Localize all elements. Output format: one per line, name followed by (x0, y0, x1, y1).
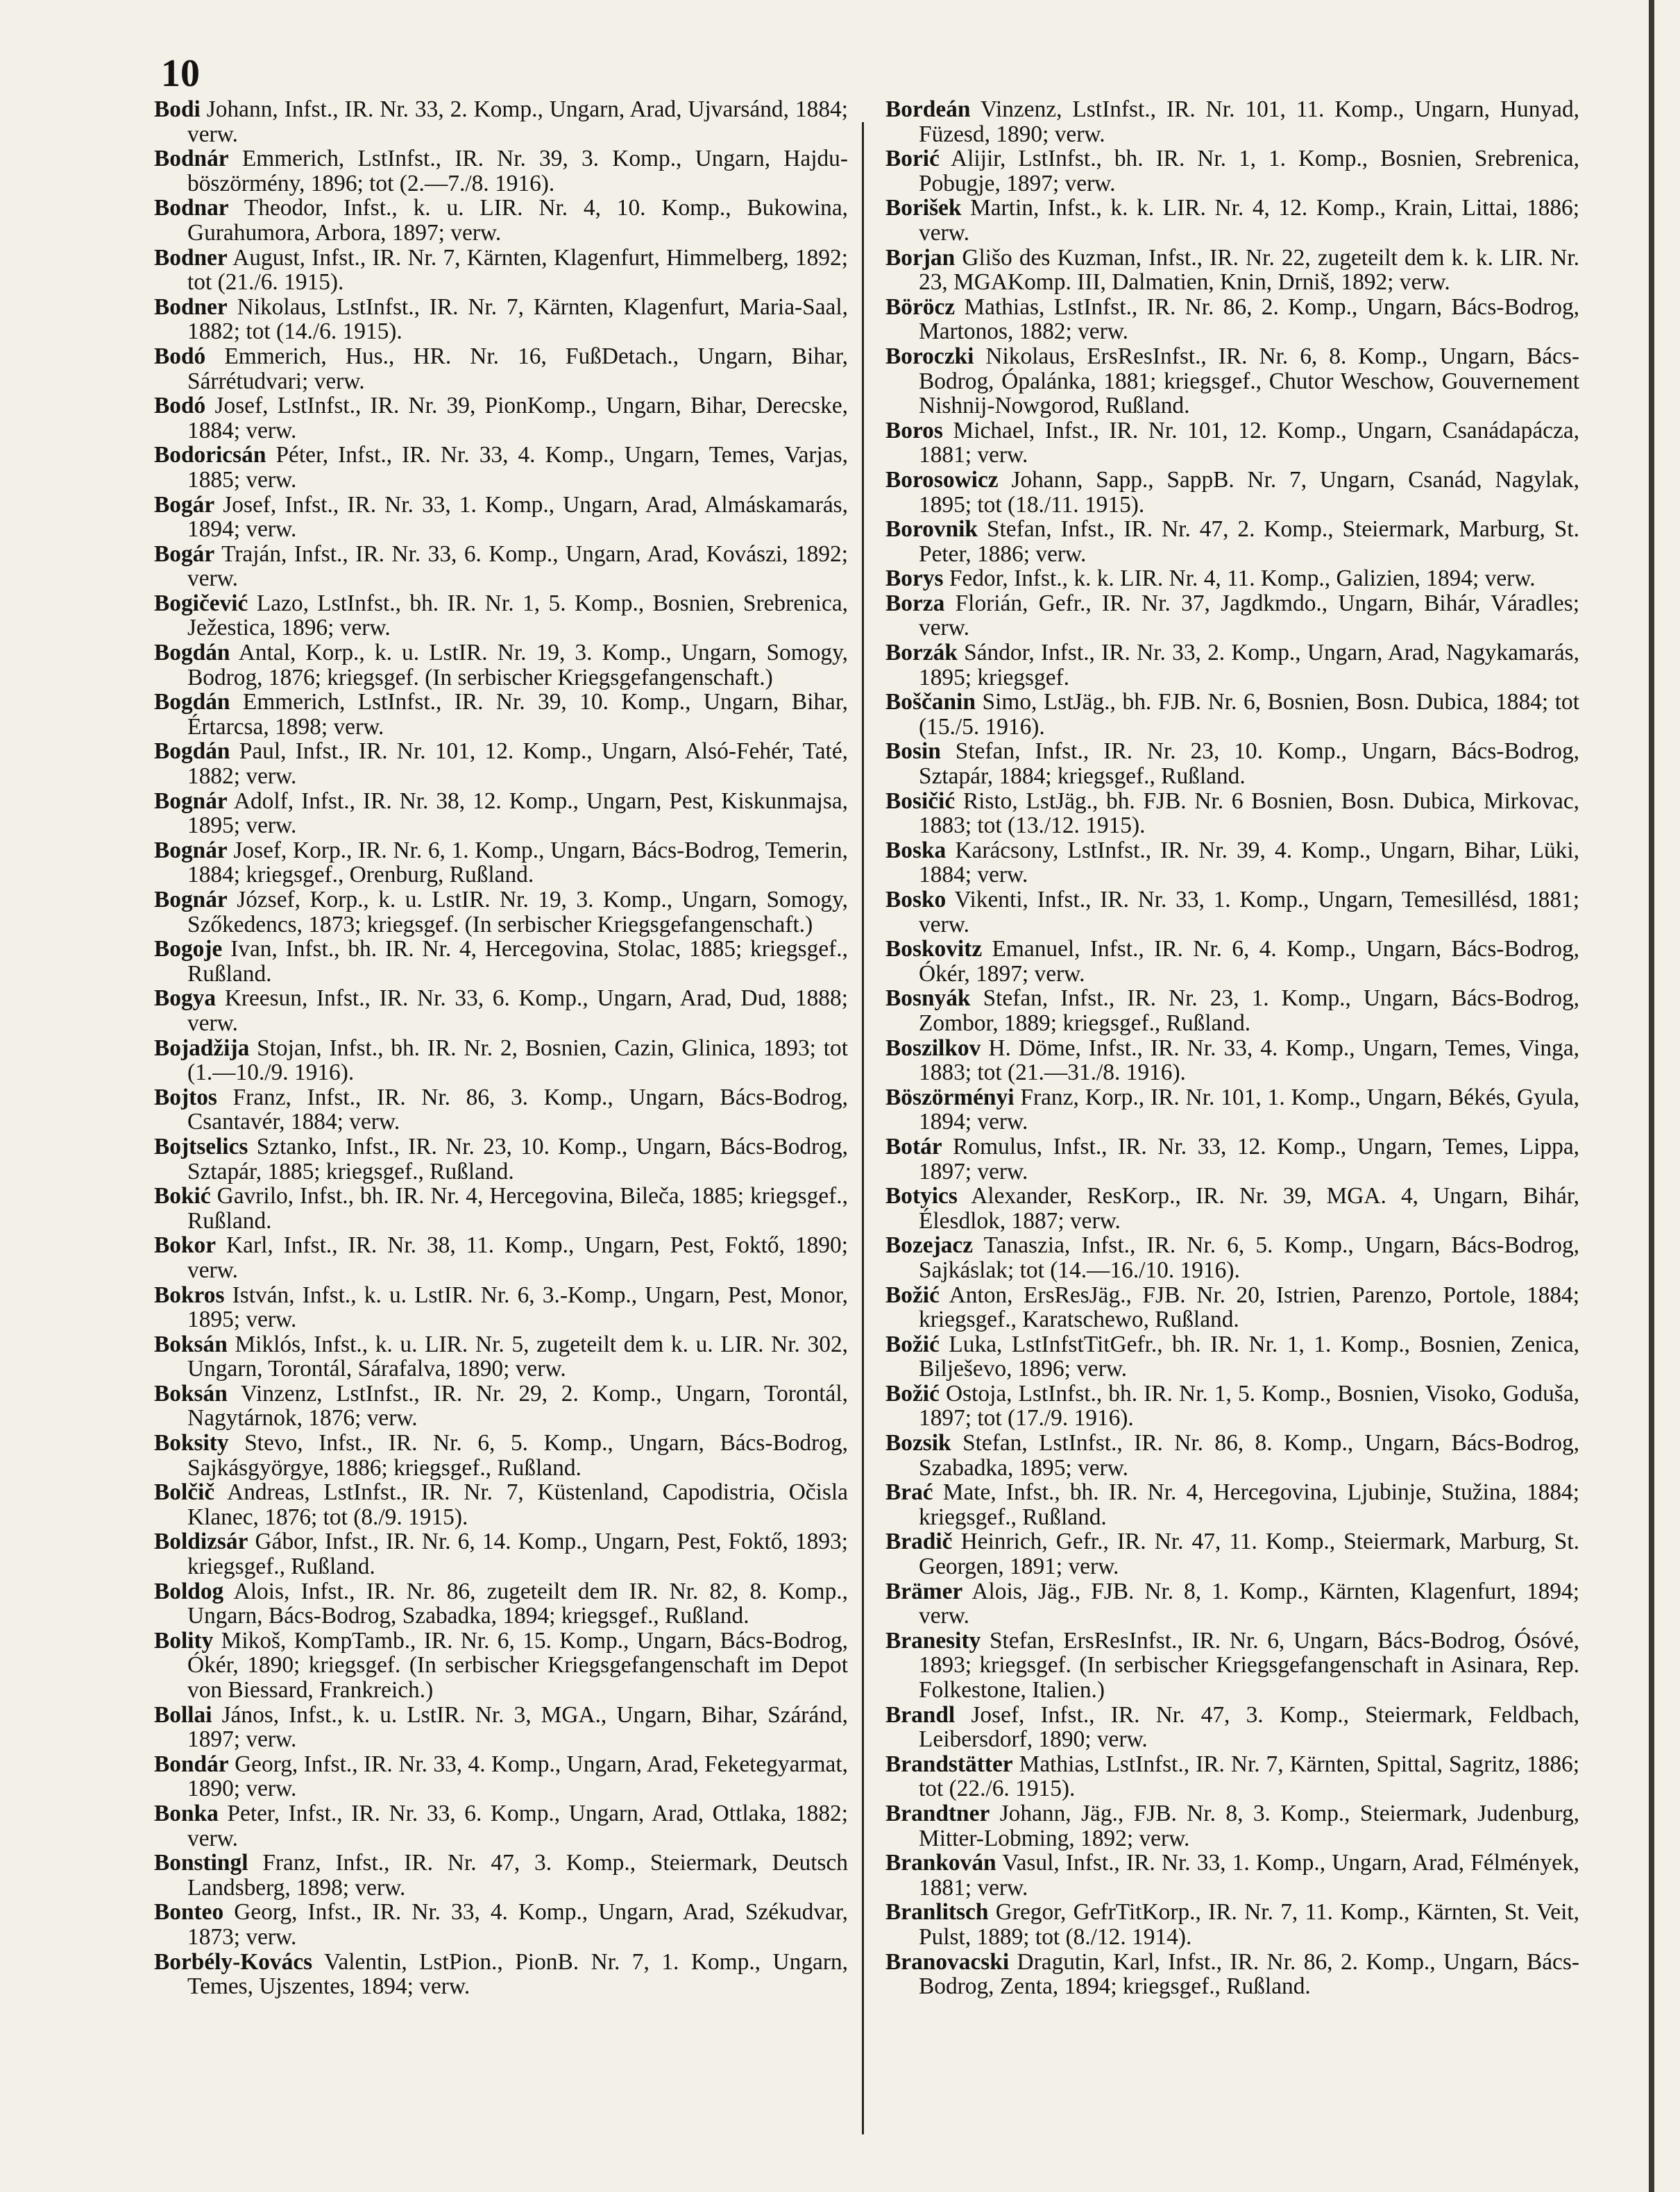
entry-surname: Bonstingl (154, 1850, 248, 1876)
register-entry (154, 887, 848, 937)
entry-details: Emanuel, Infst., IR. Nr. 6, 4. Komp., Ungarn, Bács-Bodrog, Ókér, 1897; verw. (919, 936, 1579, 987)
entry-details: Franz, Infst., IR. Nr. 86, 3. Komp., Ungarn, Bács-Bodrog, Csantavér, 1884; verw. (187, 1084, 848, 1135)
entry-surname: Bosko (885, 887, 947, 912)
register-entry (885, 1950, 1579, 1999)
entry-details: Mikoš, KompTamb., IR. Nr. 6, 15. Komp., Ungarn, Bács-Bodrog, Ókér, 1890; kriegsgef. (In serbischer Kriegsgefangenschaft im Depot von Biessard, Frankreich.) (187, 1627, 848, 1703)
register-entry (885, 1703, 1579, 1752)
entry-details: Florián, Gefr., IR. Nr. 37, Jagdkmdo., Ungarn, Bihár, Váradles; verw. (919, 590, 1579, 641)
entry-surname: Bodnár (154, 146, 229, 172)
register-entry (885, 838, 1579, 887)
entry-surname: Bogdán (154, 689, 230, 715)
entry-surname: Bognár (154, 887, 228, 912)
entry-surname: Bojtselics (154, 1133, 248, 1159)
entry-details: Stefan, Infst., IR. Nr. 23, 10. Komp., Ungarn, Bács-Bodrog, Sztapár, 1884; kriegsgef., Rußland. (919, 738, 1579, 790)
entry-surname: Bradič (885, 1529, 953, 1555)
entry-surname: Bozejacz (885, 1232, 974, 1259)
entry-surname: Bondár (154, 1751, 229, 1777)
register-entry (885, 1184, 1579, 1233)
column-divider (862, 122, 864, 2134)
register-entry (154, 542, 848, 591)
entry-details: Alijir, LstInfst., bh. IR. Nr. 1, 1. Komp., Bosnien, Srebrenica, Pobugje, 1897; verw. (919, 146, 1579, 196)
entry-details: Stefan, Infst., IR. Nr. 47, 2. Komp., Steiermark, Marburg, St. Peter, 1886; verw. (919, 516, 1579, 567)
entry-details: Lazo, LstInfst., bh. IR. Nr. 1, 5. Komp., Bosnien, Srebrenica, Ježestica, 1896; verw. (187, 590, 848, 641)
entry-surname: Boksán (154, 1331, 228, 1357)
left-column (154, 97, 848, 1999)
entry-surname: Bosin (885, 738, 941, 765)
entry-details: Ivan, Infst., bh. IR. Nr. 4, Hercegovina, Stolac, 1885; kriegsgef., Rußland. (187, 936, 848, 987)
register-entry (885, 1332, 1579, 1382)
register-entry (154, 196, 848, 245)
entry-details: Dragutin, Karl, Infst., IR. Nr. 86, 2. Komp., Ungarn, Bács-Bodrog, Zenta, 1894; kriegsgef., Rußland. (919, 1948, 1579, 2000)
entry-surname: Boroczki (885, 343, 974, 369)
register-entry (154, 838, 848, 887)
right-column (885, 97, 1579, 1999)
register-entry (885, 690, 1579, 739)
register-entry (885, 1900, 1579, 1949)
entry-details: Anton, ErsResJäg., FJB. Nr. 20, Istrien, Parenzo, Portole, 1884; kriegsgef., Karatschewo, Rußland. (919, 1282, 1579, 1333)
entry-surname: Bodnar (154, 195, 229, 221)
entry-details: Nikolaus, ErsResInfst., IR. Nr. 6, 8. Komp., Ungarn, Bács-Bodrog, Ópalánka, 1881; kriegsgef., Chutor Weschow, Gouvernement Nishnij-Nowgorod, Rußland. (919, 343, 1579, 419)
entry-details: Vasul, Infst., IR. Nr. 33, 1. Komp., Ungarn, Arad, Félmények, 1881; verw. (919, 1850, 1580, 1901)
entry-details: Gábor, Infst., IR. Nr. 6, 14. Komp., Ungarn, Pest, Foktő, 1893; kriegsgef., Rußland. (187, 1529, 848, 1580)
register-entry (885, 1085, 1579, 1135)
entry-details: Theodor, Infst., k. u. LIR. Nr. 4, 10. Komp., Bukowina, Gurahumora, Arbora, 1897; verw. (187, 195, 848, 246)
entry-details: H. Döme, Infst., IR. Nr. 33, 4. Komp., Ungarn, Temes, Vinga, 1883; tot (21.—31./8. 1916). (919, 1035, 1579, 1086)
entry-details: Stojan, Infst., bh. IR. Nr. 2, Bosnien, Cazin, Glinica, 1893; tot (1.—10./9. 1916). (187, 1035, 848, 1086)
entry-details: János, Infst., k. u. LstIR. Nr. 3, MGA., Ungarn, Bihar, Száránd, 1897; verw. (187, 1701, 848, 1753)
entry-surname: Böröcz (885, 294, 956, 320)
register-entry (885, 246, 1579, 295)
entry-details: Kreesun, Infst., IR. Nr. 33, 6. Komp., Ungarn, Arad, Dud, 1888; verw. (187, 985, 848, 1036)
entry-surname: Borosowicz (885, 466, 999, 493)
entry-surname: Bollai (154, 1701, 212, 1728)
entry-details: Tanaszia, Infst., IR. Nr. 6, 5. Komp., Ungarn, Bács-Bodrog, Sajkáslak; tot (14.—16./10. 1916). (919, 1232, 1579, 1283)
entry-details: Emmerich, LstInfst., IR. Nr. 39, 3. Komp., Ungarn, Hajdu-böszörmény, 1896; tot (2.—7./8. 1916). (187, 146, 848, 196)
entry-surname: Bodner (154, 244, 228, 271)
entry-surname: Borovnik (885, 516, 978, 543)
entry-details: Romulus, Infst., IR. Nr. 33, 12. Komp., Ungarn, Temes, Lippa, 1897; verw. (919, 1133, 1579, 1184)
entry-surname: Bojtos (154, 1084, 217, 1110)
register-entry (154, 937, 848, 986)
entry-surname: Boksán (154, 1380, 228, 1407)
register-entry (885, 468, 1579, 517)
entry-details: Emmerich, LstInfst., IR. Nr. 39, 10. Komp., Ungarn, Bihar, Értarcsa, 1898; verw. (187, 689, 848, 740)
entry-details: Risto, LstJäg., bh. FJB. Nr. 6 Bosnien, Bosn. Dubica, Mirkovac, 1883; tot (13./12. 1915). (919, 788, 1579, 839)
entry-surname: Brandtner (885, 1800, 990, 1826)
register-entry (885, 1579, 1579, 1629)
entry-surname: Bogár (154, 491, 215, 518)
register-entry (885, 1283, 1579, 1332)
register-entry (885, 640, 1579, 690)
register-entry (154, 1529, 848, 1579)
entry-surname: Boldog (154, 1578, 224, 1604)
register-entry (154, 1579, 848, 1629)
entry-details: Vikenti, Infst., IR. Nr. 33, 1. Komp., Ungarn, Temesillésd, 1881; verw. (919, 887, 1579, 937)
register-entry (154, 1752, 848, 1801)
entry-surname: Božić (885, 1282, 940, 1308)
register-entry (885, 1382, 1579, 1431)
entry-surname: Boščanin (885, 689, 976, 715)
register-entry (154, 1382, 848, 1431)
register-entry (885, 97, 1579, 146)
entry-surname: Bognár (154, 788, 228, 814)
entry-surname: Bonka (154, 1800, 219, 1826)
entry-details: József, Korp., k. u. LstIR. Nr. 19, 3. Komp., Ungarn, Somogy, Szőkedencs, 1873; kriegsgef. (In serbischer Kriegsgefangenschaft.) (187, 887, 848, 937)
register-entry (885, 937, 1579, 986)
entry-surname: Bolity (154, 1627, 214, 1654)
entry-details: Johann, Jäg., FJB. Nr. 8, 3. Komp., Steiermark, Judenburg, Mitter-Lobming, 1892; verw. (919, 1800, 1579, 1851)
register-entry (885, 1431, 1579, 1480)
entry-details: Georg, Infst., IR. Nr. 33, 4. Komp., Ungarn, Arad, Székudvar, 1873; verw. (187, 1899, 848, 1950)
entry-surname: Bogičević (154, 590, 248, 616)
entry-details: Péter, Infst., IR. Nr. 33, 4. Komp., Ungarn, Temes, Varjas, 1885; verw. (187, 442, 848, 493)
entry-surname: Bogár (154, 541, 215, 567)
register-entry (885, 295, 1579, 344)
entry-surname: Bordeán (885, 96, 971, 122)
register-entry (154, 393, 848, 443)
register-entry (154, 1233, 848, 1282)
entry-details: Martin, Infst., k. k. LIR. Nr. 4, 12. Komp., Krain, Littai, 1886; verw. (919, 195, 1579, 246)
entry-details: Mathias, LstInfst., IR. Nr. 7, Kärnten, Spittal, Sagritz, 1886; tot (22./6. 1915). (919, 1751, 1579, 1802)
entry-surname: Boksity (154, 1430, 229, 1456)
register-entry (154, 1332, 848, 1382)
entry-details: Peter, Infst., IR. Nr. 33, 6. Komp., Ungarn, Arad, Ottlaka, 1882; verw. (187, 1800, 848, 1851)
register-entry (885, 739, 1579, 788)
register-entry (154, 690, 848, 739)
register-entry (885, 146, 1579, 196)
entry-details: Josef, Infst., IR. Nr. 33, 1. Komp., Ungarn, Arad, Almáskamarás, 1894; verw. (187, 491, 848, 543)
page-edge-shadow (1649, 0, 1654, 2192)
entry-surname: Bodó (154, 343, 206, 369)
entry-details: Stefan, LstInfst., IR. Nr. 86, 8. Komp., Ungarn, Bács-Bodrog, Szabadka, 1895; verw. (919, 1430, 1579, 1481)
entry-details: Mate, Infst., bh. IR. Nr. 4, Hercegovina, Ljubinje, Stužina, 1884; kriegsgef., Rußland. (919, 1479, 1579, 1530)
register-entry (885, 1851, 1579, 1900)
entry-surname: Boskovitz (885, 936, 983, 962)
entry-details: Michael, Infst., IR. Nr. 101, 12. Komp., Ungarn, Csanádapácza, 1881; verw. (919, 417, 1579, 468)
entry-details: Stevo, Infst., IR. Nr. 6, 5. Komp., Ungarn, Bács-Bodrog, Sajkásgyörgye, 1886; kriegsgef., Rußland. (187, 1430, 848, 1481)
entry-surname: Bokić (154, 1183, 211, 1209)
register-entry (154, 295, 848, 344)
entry-details: Josef, Korp., IR. Nr. 6, 1. Komp., Ungarn, Bács-Bodrog, Temerin, 1884; kriegsgef., Orenburg, Rußland. (187, 837, 848, 888)
entry-details: Miklós, Infst., k. u. LIR. Nr. 5, zugeteilt dem k. u. LIR. Nr. 302, Ungarn, Torontál, Sárafalva, 1890; verw. (187, 1331, 848, 1382)
entry-surname: Böszörményi (885, 1084, 1015, 1110)
entry-surname: Bonteo (154, 1899, 224, 1926)
entry-surname: Borbély-Kovács (154, 1948, 313, 1975)
entry-details: Heinrich, Gefr., IR. Nr. 47, 11. Komp., Steiermark, Marburg, St. Georgen, 1891; verw. (919, 1529, 1579, 1580)
register-entry (885, 566, 1579, 591)
register-entry (885, 789, 1579, 838)
entry-details: Simo, LstJäg., bh. FJB. Nr. 6, Bosnien, Bosn. Dubica, 1884; tot (15./5. 1916). (919, 689, 1579, 740)
entry-details: Adolf, Infst., IR. Nr. 38, 12. Komp., Ungarn, Pest, Kiskunmajsa, 1895; verw. (187, 788, 848, 839)
entry-surname: Bogoje (154, 936, 223, 962)
entry-details: Karácsony, LstInfst., IR. Nr. 39, 4. Komp., Ungarn, Bihar, Lüki, 1884; verw. (919, 837, 1579, 888)
page-number: 10 (161, 52, 200, 95)
entry-surname: Bodoricsán (154, 442, 266, 468)
entry-details: Ostoja, LstInfst., bh. IR. Nr. 1, 5. Komp., Bosnien, Visoko, Goduša, 1897; tot (17./9. 1916). (919, 1380, 1579, 1431)
entry-details: August, Infst., IR. Nr. 7, Kärnten, Klagenfurt, Himmelberg, 1892; tot (21./6. 1915). (187, 244, 848, 296)
entry-details: Luka, LstInfstTitGefr., bh. IR. Nr. 1, 1. Komp., Bosnien, Zenica, Bilješevo, 1896; verw. (919, 1331, 1579, 1382)
entry-details: Stefan, ErsResInfst., IR. Nr. 6, Ungarn, Bács-Bodrog, Ósóvé, 1893; kriegsgef. (In serbischer Kriegsgefangenschaft in Asinara, Rep. Folkestone, Italien.) (919, 1627, 1579, 1703)
register-entry (885, 418, 1579, 468)
register-entry (154, 493, 848, 542)
entry-surname: Borjan (885, 244, 956, 271)
entry-surname: Brandstätter (885, 1751, 1013, 1777)
entry-details: Mathias, LstInfst., IR. Nr. 86, 2. Komp., Ungarn, Bács-Bodrog, Martonos, 1882; verw. (919, 294, 1579, 345)
entry-surname: Bogya (154, 985, 217, 1012)
entry-details: Josef, Infst., IR. Nr. 47, 3. Komp., Steiermark, Feldbach, Leibersdorf, 1890; verw. (919, 1701, 1579, 1753)
entry-surname: Bosnyák (885, 985, 971, 1012)
entry-surname: Borza (885, 590, 945, 616)
entry-details: Gregor, GefrTitKorp., IR. Nr. 7, 11. Komp., Kärnten, St. Veit, Pulst, 1889; tot (8./12. 1914). (919, 1899, 1579, 1950)
register-entry (154, 97, 848, 146)
register-entry (885, 887, 1579, 937)
entry-surname: Bojadžija (154, 1035, 250, 1061)
entry-surname: Bodner (154, 294, 228, 320)
entry-details: Nikolaus, LstInfst., IR. Nr. 7, Kärnten, Klagenfurt, Maria-Saal, 1882; tot (14./6. 1915). (187, 294, 848, 345)
entry-surname: Branovacski (885, 1948, 1010, 1975)
entry-details: Vinzenz, LstInfst., IR. Nr. 29, 2. Komp., Ungarn, Torontál, Nagytárnok, 1876; verw. (187, 1380, 848, 1431)
entry-surname: Bozsik (885, 1430, 951, 1456)
entry-surname: Bogdán (154, 738, 230, 765)
register-entry (154, 443, 848, 492)
register-entry (154, 1184, 848, 1233)
entry-details: István, Infst., k. u. LstIR. Nr. 6, 3.-Komp., Ungarn, Pest, Monor, 1895; verw. (187, 1282, 848, 1333)
entry-details: Georg, Infst., IR. Nr. 33, 4. Komp., Ungarn, Arad, Feketegyarmat, 1890; verw. (187, 1751, 848, 1802)
register-entry (885, 1233, 1579, 1282)
register-entry (885, 517, 1579, 566)
register-entry (154, 1900, 848, 1949)
register-entry (154, 146, 848, 196)
register-entry (154, 344, 848, 393)
register-entry (154, 1851, 848, 1900)
entry-details: Johann, Sapp., SappB. Nr. 7, Ungarn, Csanád, Nagylak, 1895; tot (18./11. 1915). (919, 466, 1579, 518)
entry-surname: Bokor (154, 1232, 217, 1259)
entry-surname: Bokros (154, 1282, 225, 1308)
entry-surname: Brać (885, 1479, 933, 1506)
register-entry (885, 986, 1579, 1035)
entry-details: Alois, Jäg., FJB. Nr. 8, 1. Komp., Kärnten, Klagenfurt, 1894; verw. (919, 1578, 1579, 1629)
entry-details: Gavrilo, Infst., bh. IR. Nr. 4, Hercegovina, Bileča, 1885; kriegsgef., Rußland. (187, 1183, 848, 1234)
register-entry (154, 1085, 848, 1135)
register-entry (154, 739, 848, 788)
register-entry (885, 1135, 1579, 1184)
entry-details: Paul, Infst., IR. Nr. 101, 12. Komp., Ungarn, Alsó-Fehér, Taté, 1882; verw. (187, 738, 848, 790)
entry-surname: Boldizsár (154, 1529, 248, 1555)
entry-surname: Brankován (885, 1850, 996, 1876)
entry-surname: Borišek (885, 195, 962, 221)
register-entry (885, 1752, 1579, 1801)
entry-surname: Borzák (885, 640, 958, 666)
register-entry (154, 1431, 848, 1480)
entry-surname: Branesity (885, 1627, 981, 1654)
entry-details: Vinzenz, LstInfst., IR. Nr. 101, 11. Komp., Ungarn, Hunyad, Füzesd, 1890; verw. (919, 96, 1579, 147)
entry-details: Sztanko, Infst., IR. Nr. 23, 10. Komp., Ungarn, Bács-Bodrog, Sztapár, 1885; kriegsgef., Rußland. (187, 1133, 848, 1184)
entry-details: Alois, Infst., IR. Nr. 86, zugeteilt dem IR. Nr. 82, 8. Komp., Ungarn, Bács-Bodrog, Szabadka, 1894; kriegsgef., Rußland. (187, 1578, 848, 1629)
entry-surname: Božić (885, 1380, 940, 1407)
register-entry (885, 344, 1579, 418)
entry-surname: Brandl (885, 1701, 956, 1728)
register-entry (154, 986, 848, 1035)
register-entry (154, 640, 848, 690)
register-entry (154, 1950, 848, 1999)
register-entry (154, 789, 848, 838)
entry-surname: Bognár (154, 837, 228, 863)
entry-details: Sándor, Infst., IR. Nr. 33, 2. Komp., Ungarn, Arad, Nagykamarás, 1895; kriegsgef. (919, 640, 1579, 690)
entry-details: Johann, Infst., IR. Nr. 33, 2. Komp., Ungarn, Arad, Ujvarsánd, 1884; verw. (187, 96, 848, 147)
register-entry (885, 1480, 1579, 1529)
register-entry (154, 1629, 848, 1703)
register-entry (154, 1036, 848, 1085)
entry-surname: Botár (885, 1133, 942, 1159)
register-entry (154, 1283, 848, 1332)
register-entry (154, 1480, 848, 1529)
register-entry (154, 1801, 848, 1851)
entry-details: Franz, Infst., IR. Nr. 47, 3. Komp., Steiermark, Deutsch Landsberg, 1898; verw. (187, 1850, 848, 1901)
entry-surname: Boros (885, 417, 943, 443)
entry-surname: Boska (885, 837, 947, 863)
entry-surname: Bodi (154, 96, 201, 122)
entry-details: Andreas, LstInfst., IR. Nr. 7, Küstenland, Capodistria, Očisla Klanec, 1876; tot (8./9. 1915). (187, 1479, 848, 1530)
register-entry (885, 591, 1579, 640)
register-entry (154, 246, 848, 295)
entry-surname: Boszilkov (885, 1035, 981, 1061)
register-entry (154, 1135, 848, 1184)
entry-surname: Borić (885, 146, 940, 172)
entry-details: Alexander, ResKorp., IR. Nr. 39, MGA. 4, Ungarn, Bihár, Élesdlok, 1887; verw. (919, 1183, 1579, 1234)
entry-surname: Borys (885, 566, 944, 592)
entry-details: Stefan, Infst., IR. Nr. 23, 1. Komp., Ungarn, Bács-Bodrog, Zombor, 1889; kriegsgef., Rußland. (919, 985, 1579, 1036)
entry-surname: Branlitsch (885, 1899, 989, 1926)
register-entry (885, 1801, 1579, 1851)
register-entry (885, 1529, 1579, 1579)
entry-details: Antal, Korp., k. u. LstIR. Nr. 19, 3. Komp., Ungarn, Somogy, Bodrog, 1876; kriegsgef. (In serbischer Kriegsgefangenschaft.) (187, 640, 848, 690)
register-entry (154, 591, 848, 640)
entry-surname: Božić (885, 1331, 940, 1357)
entry-surname: Bolčič (154, 1479, 215, 1506)
entry-details: Valentin, LstPion., PionB. Nr. 7, 1. Komp., Ungarn, Temes, Ujszentes, 1894; verw. (187, 1948, 848, 2000)
entry-details: Karl, Infst., IR. Nr. 38, 11. Komp., Ungarn, Pest, Foktő, 1890; verw. (187, 1232, 848, 1283)
entry-details: Glišo des Kuzman, Infst., IR. Nr. 22, zugeteilt dem k. k. LIR. Nr. 23, MGAKomp. III, Dalmatien, Knin, Drniš, 1892; verw. (919, 244, 1579, 296)
entry-details: Fedor, Infst., k. k. LIR. Nr. 4, 11. Komp., Galizien, 1894; verw. (949, 566, 1536, 592)
entry-surname: Bosičić (885, 788, 956, 814)
register-entry (885, 196, 1579, 245)
register-entry (885, 1629, 1579, 1703)
entry-surname: Botyics (885, 1183, 958, 1209)
entry-surname: Bogdán (154, 640, 230, 666)
entry-surname: Brämer (885, 1578, 963, 1604)
register-entry (154, 1703, 848, 1752)
entry-details: Traján, Infst., IR. Nr. 33, 6. Komp., Ungarn, Arad, Kovászi, 1892; verw. (187, 541, 848, 592)
register-entry (885, 1036, 1579, 1085)
entry-surname: Bodó (154, 393, 206, 419)
entry-details: Emmerich, Hus., HR. Nr. 16, FußDetach., Ungarn, Bihar, Sárrétudvari; verw. (187, 343, 848, 394)
entry-details: Josef, LstInfst., IR. Nr. 39, PionKomp., Ungarn, Bihar, Derecske, 1884; verw. (187, 393, 848, 443)
entry-details: Franz, Korp., IR. Nr. 101, 1. Komp., Ungarn, Békés, Gyula, 1894; verw. (919, 1084, 1579, 1135)
